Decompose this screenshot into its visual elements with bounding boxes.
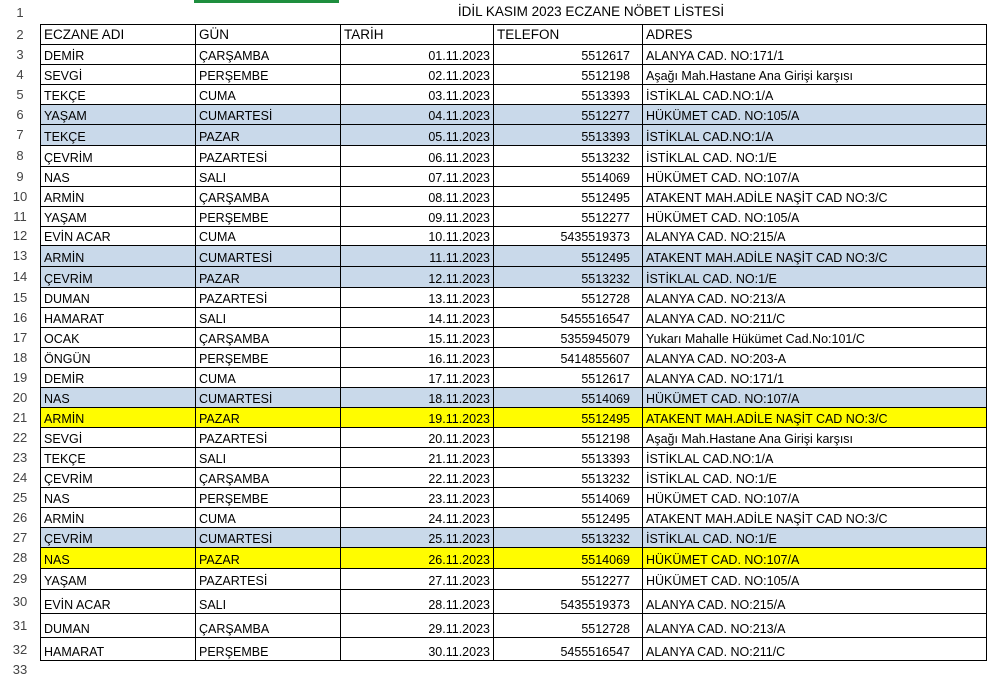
cell-tarih[interactable]: 08.11.2023 <box>340 186 493 206</box>
cell-tarih[interactable]: 13.11.2023 <box>340 287 493 307</box>
row-number[interactable]: 16 <box>0 307 40 327</box>
table-row <box>0 245 990 266</box>
cell-adres[interactable]: İSTİKLAL CAD.NO:1/A <box>642 124 987 145</box>
cell-eczane-adi[interactable]: TEKÇE <box>40 447 195 467</box>
cell-gun[interactable]: PERŞEMBE <box>195 637 340 661</box>
cell-adres[interactable]: ALANYA CAD. NO:211/C <box>642 637 987 661</box>
table-row <box>0 206 990 226</box>
cell-tarih[interactable]: 29.11.2023 <box>340 613 493 637</box>
table-row <box>0 467 990 487</box>
row-number[interactable]: 33 <box>0 662 40 676</box>
cell-gun[interactable]: PAZARTESİ <box>195 568 340 589</box>
table-row <box>0 367 990 387</box>
cell-eczane-adi[interactable]: ÇEVRİM <box>40 467 195 487</box>
cell-tarih[interactable]: 19.11.2023 <box>340 407 493 427</box>
table-row <box>0 527 990 547</box>
cell-adres[interactable]: ATAKENT MAH.ADİLE NAŞİT CAD NO:3/C <box>642 407 987 427</box>
table-row <box>0 44 990 64</box>
cell-tarih[interactable]: 07.11.2023 <box>340 166 493 186</box>
cell-telefon[interactable]: 5512198 <box>493 427 642 447</box>
cell-tarih[interactable]: 02.11.2023 <box>340 64 493 84</box>
cell-telefon[interactable]: 5512728 <box>493 613 642 637</box>
cell-tarih[interactable]: 23.11.2023 <box>340 487 493 507</box>
cell-eczane-adi[interactable]: DEMİR <box>40 367 195 387</box>
table-row <box>0 327 990 347</box>
table-row <box>0 347 990 367</box>
cell-tarih[interactable]: 28.11.2023 <box>340 589 493 613</box>
cell-adres[interactable]: İSTİKLAL CAD. NO:1/E <box>642 266 987 287</box>
cell-tarih[interactable]: 22.11.2023 <box>340 467 493 487</box>
header-tarih[interactable]: TARİH <box>340 24 493 44</box>
row-number[interactable]: 24 <box>0 467 40 487</box>
cell-eczane-adi[interactable]: HAMARAT <box>40 307 195 327</box>
cell-tarih[interactable]: 01.11.2023 <box>340 44 493 64</box>
cell-adres[interactable]: HÜKÜMET CAD. NO:107/A <box>642 387 987 407</box>
cell-telefon[interactable]: 5435519373 <box>493 226 642 245</box>
row-number[interactable]: 20 <box>0 387 40 407</box>
table-row <box>0 166 990 186</box>
row-number[interactable]: 15 <box>0 287 40 307</box>
row-number[interactable]: 26 <box>0 507 40 527</box>
cell-gun[interactable]: CUMA <box>195 507 340 527</box>
cell-telefon[interactable]: 5512277 <box>493 568 642 589</box>
cell-tarih[interactable]: 06.11.2023 <box>340 145 493 166</box>
cell-gun[interactable]: ÇARŞAMBA <box>195 44 340 64</box>
table-row <box>0 145 990 166</box>
table-row <box>0 287 990 307</box>
cell-gun[interactable]: PERŞEMBE <box>195 206 340 226</box>
cell-gun[interactable]: CUMARTESİ <box>195 245 340 266</box>
cell-eczane-adi[interactable]: YAŞAM <box>40 104 195 124</box>
cell-gun[interactable]: PAZAR <box>195 547 340 568</box>
cell-adres[interactable]: HÜKÜMET CAD. NO:107/A <box>642 487 987 507</box>
cell-telefon[interactable]: 5513393 <box>493 447 642 467</box>
table-row <box>0 226 990 245</box>
header-eczane-adi[interactable]: ECZANE ADI <box>40 24 195 44</box>
cell-gun[interactable]: SALI <box>195 447 340 467</box>
cell-adres[interactable]: ALANYA CAD. NO:213/A <box>642 613 987 637</box>
table-row <box>0 547 990 568</box>
cell-tarih[interactable]: 30.11.2023 <box>340 637 493 661</box>
cell-telefon[interactable]: 5513393 <box>493 84 642 104</box>
cell-telefon[interactable]: 5512495 <box>493 186 642 206</box>
cell-telefon[interactable]: 5455516547 <box>493 637 642 661</box>
cell-telefon[interactable]: 5514069 <box>493 166 642 186</box>
cell-gun[interactable]: ÇARŞAMBA <box>195 467 340 487</box>
table-row <box>0 407 990 427</box>
table-row <box>0 568 990 589</box>
cell-adres[interactable]: ALANYA CAD. NO:215/A <box>642 226 987 245</box>
cell-adres[interactable]: ALANYA CAD. NO:203-A <box>642 347 987 367</box>
title-row <box>0 0 990 24</box>
cell-gun[interactable]: PAZARTESİ <box>195 145 340 166</box>
cell-gun[interactable]: PERŞEMBE <box>195 487 340 507</box>
cell-telefon[interactable]: 5512277 <box>493 206 642 226</box>
row-number[interactable]: 14 <box>0 266 40 287</box>
cell-tarih[interactable]: 05.11.2023 <box>340 124 493 145</box>
cell-gun[interactable]: SALI <box>195 589 340 613</box>
row-number[interactable]: 12 <box>0 226 40 245</box>
cell-adres[interactable]: Aşağı Mah.Hastane Ana Girişi karşısı <box>642 427 987 447</box>
table-row <box>0 124 990 145</box>
cell-telefon[interactable]: 5512495 <box>493 407 642 427</box>
cell-telefon[interactable]: 5513232 <box>493 145 642 166</box>
row-number[interactable]: 18 <box>0 347 40 367</box>
cell-gun[interactable]: CUMA <box>195 367 340 387</box>
cell-adres[interactable]: HÜKÜMET CAD. NO:105/A <box>642 104 987 124</box>
cell-eczane-adi[interactable]: ÇEVRİM <box>40 266 195 287</box>
cell-tarih[interactable]: 14.11.2023 <box>340 307 493 327</box>
cell-gun[interactable]: PAZAR <box>195 407 340 427</box>
cell-adres[interactable]: İSTİKLAL CAD.NO:1/A <box>642 447 987 467</box>
table-row <box>0 104 990 124</box>
cell-eczane-adi[interactable]: OCAK <box>40 327 195 347</box>
header-row <box>0 24 990 44</box>
cell-telefon[interactable]: 5455516547 <box>493 307 642 327</box>
cell-telefon[interactable]: 5514069 <box>493 547 642 568</box>
cell-gun[interactable]: PAZAR <box>195 266 340 287</box>
table-row <box>0 387 990 407</box>
row-number[interactable]: 23 <box>0 447 40 467</box>
cell-telefon[interactable]: 5512495 <box>493 507 642 527</box>
table-row <box>0 186 990 206</box>
cell-telefon[interactable]: 5512728 <box>493 287 642 307</box>
row-number[interactable]: 13 <box>0 245 40 266</box>
cell-adres[interactable]: İSTİKLAL CAD. NO:1/E <box>642 527 987 547</box>
cell-adres[interactable]: Aşağı Mah.Hastane Ana Girişi karşısı <box>642 64 987 84</box>
cell-tarih[interactable]: 15.11.2023 <box>340 327 493 347</box>
cell-gun[interactable]: CUMARTESİ <box>195 387 340 407</box>
cell-eczane-adi[interactable]: NAS <box>40 487 195 507</box>
cell-eczane-adi[interactable]: ARMİN <box>40 407 195 427</box>
cell-tarih[interactable]: 27.11.2023 <box>340 568 493 589</box>
row-number[interactable]: 5 <box>0 84 40 104</box>
cell-telefon[interactable]: 5512617 <box>493 367 642 387</box>
table-row <box>0 447 990 467</box>
cell-eczane-adi[interactable]: DEMİR <box>40 44 195 64</box>
cell-tarih[interactable]: 03.11.2023 <box>340 84 493 104</box>
row-number[interactable]: 3 <box>0 44 40 64</box>
row-number[interactable]: 27 <box>0 527 40 547</box>
cell-eczane-adi[interactable]: ARMİN <box>40 245 195 266</box>
table-row <box>0 487 990 507</box>
cell-eczane-adi[interactable]: HAMARAT <box>40 637 195 661</box>
cell-eczane-adi[interactable]: DUMAN <box>40 287 195 307</box>
cell-tarih[interactable]: 26.11.2023 <box>340 547 493 568</box>
cell-gun[interactable]: ÇARŞAMBA <box>195 327 340 347</box>
cell-gun[interactable]: CUMA <box>195 226 340 245</box>
cell-tarih[interactable]: 11.11.2023 <box>340 245 493 266</box>
row-number[interactable]: 21 <box>0 407 40 427</box>
cell-adres[interactable]: ATAKENT MAH.ADİLE NAŞİT CAD NO:3/C <box>642 186 987 206</box>
header-adres[interactable]: ADRES <box>642 24 987 44</box>
cell-gun[interactable]: CUMARTESİ <box>195 527 340 547</box>
cell-gun[interactable]: PAZARTESİ <box>195 427 340 447</box>
cell-gun[interactable]: PERŞEMBE <box>195 347 340 367</box>
table-row <box>0 637 990 661</box>
cell-adres[interactable]: İSTİKLAL CAD. NO:1/E <box>642 467 987 487</box>
table-row <box>0 427 990 447</box>
cell-eczane-adi[interactable]: NAS <box>40 166 195 186</box>
cell-gun[interactable]: ÇARŞAMBA <box>195 186 340 206</box>
row-number[interactable]: 8 <box>0 145 40 166</box>
table-row <box>0 266 990 287</box>
sheet-title[interactable]: İDİL KASIM 2023 ECZANE NÖBET LİSTESİ <box>457 4 725 19</box>
cell-telefon[interactable]: 5512198 <box>493 64 642 84</box>
row-number[interactable]: 7 <box>0 124 40 145</box>
cell-telefon[interactable]: 5513232 <box>493 527 642 547</box>
cell-telefon[interactable]: 5514069 <box>493 487 642 507</box>
cell-telefon[interactable]: 5513232 <box>493 467 642 487</box>
table-row <box>0 589 990 613</box>
cell-telefon[interactable]: 5512495 <box>493 245 642 266</box>
cell-adres[interactable]: ATAKENT MAH.ADİLE NAŞİT CAD NO:3/C <box>642 245 987 266</box>
cell-tarih[interactable]: 18.11.2023 <box>340 387 493 407</box>
cell-adres[interactable]: ALANYA CAD. NO:171/1 <box>642 367 987 387</box>
cell-eczane-adi[interactable]: ÇEVRİM <box>40 527 195 547</box>
cell-tarih[interactable]: 21.11.2023 <box>340 447 493 467</box>
cell-gun[interactable]: ÇARŞAMBA <box>195 613 340 637</box>
header-gun[interactable]: GÜN <box>195 24 340 44</box>
cell-tarih[interactable]: 12.11.2023 <box>340 266 493 287</box>
cell-eczane-adi[interactable]: TEKÇE <box>40 84 195 104</box>
cell-telefon[interactable]: 5355945079 <box>493 327 642 347</box>
empty-row <box>0 662 990 676</box>
cell-gun[interactable]: PAZARTESİ <box>195 287 340 307</box>
row-number[interactable]: 1 <box>0 0 40 24</box>
cell-gun[interactable]: SALI <box>195 166 340 186</box>
row-number[interactable]: 19 <box>0 367 40 387</box>
row-number[interactable]: 9 <box>0 166 40 186</box>
cell-tarih[interactable]: 25.11.2023 <box>340 527 493 547</box>
cell-eczane-adi[interactable]: EVİN ACAR <box>40 226 195 245</box>
cell-eczane-adi[interactable]: ÇEVRİM <box>40 145 195 166</box>
cell-telefon[interactable]: 5513232 <box>493 266 642 287</box>
table-row <box>0 507 990 527</box>
cell-tarih[interactable]: 16.11.2023 <box>340 347 493 367</box>
table-row <box>0 307 990 327</box>
cell-adres[interactable]: HÜKÜMET CAD. NO:105/A <box>642 206 987 226</box>
cell-adres[interactable]: HÜKÜMET CAD. NO:105/A <box>642 568 987 589</box>
cell-gun[interactable]: SALI <box>195 307 340 327</box>
row-number[interactable]: 28 <box>0 547 40 568</box>
row-number[interactable]: 25 <box>0 487 40 507</box>
table-row <box>0 84 990 104</box>
header-telefon[interactable]: TELEFON <box>493 24 642 44</box>
cell-adres[interactable]: Yukarı Mahalle Hükümet Cad.No:101/C <box>642 327 987 347</box>
cell-eczane-adi[interactable]: NAS <box>40 547 195 568</box>
row-number[interactable]: 11 <box>0 206 40 226</box>
cell-adres[interactable]: HÜKÜMET CAD. NO:107/A <box>642 166 987 186</box>
row-number[interactable]: 31 <box>0 613 40 637</box>
cell-tarih[interactable]: 20.11.2023 <box>340 427 493 447</box>
row-number[interactable]: 22 <box>0 427 40 447</box>
cell-eczane-adi[interactable]: ARMİN <box>40 507 195 527</box>
cell-eczane-adi[interactable]: ARMİN <box>40 186 195 206</box>
cell-telefon[interactable]: 5414855607 <box>493 347 642 367</box>
cell-eczane-adi[interactable]: ÖNGÜN <box>40 347 195 367</box>
table-row <box>0 64 990 84</box>
cell-telefon[interactable]: 5512617 <box>493 44 642 64</box>
cell-adres[interactable]: ALANYA CAD. NO:215/A <box>642 589 987 613</box>
row-number[interactable]: 29 <box>0 568 40 589</box>
row-number[interactable]: 2 <box>0 24 40 44</box>
cell-adres[interactable]: ATAKENT MAH.ADİLE NAŞİT CAD NO:3/C <box>642 507 987 527</box>
row-number[interactable]: 32 <box>0 637 40 661</box>
cell-eczane-adi[interactable]: YAŞAM <box>40 206 195 226</box>
cell-eczane-adi[interactable]: TEKÇE <box>40 124 195 145</box>
cell-adres[interactable]: ALANYA CAD. NO:211/C <box>642 307 987 327</box>
cell-tarih[interactable]: 24.11.2023 <box>340 507 493 527</box>
cell-eczane-adi[interactable]: EVİN ACAR <box>40 589 195 613</box>
table-row <box>0 613 990 637</box>
row-number[interactable]: 10 <box>0 186 40 206</box>
cell-eczane-adi[interactable]: NAS <box>40 387 195 407</box>
cell-eczane-adi[interactable]: SEVGİ <box>40 427 195 447</box>
cell-eczane-adi[interactable]: SEVGİ <box>40 64 195 84</box>
cell-tarih[interactable]: 17.11.2023 <box>340 367 493 387</box>
cell-telefon[interactable]: 5512277 <box>493 104 642 124</box>
cell-tarih[interactable]: 09.11.2023 <box>340 206 493 226</box>
cell-telefon[interactable]: 5514069 <box>493 387 642 407</box>
cell-tarih[interactable]: 10.11.2023 <box>340 226 493 245</box>
row-number[interactable]: 6 <box>0 104 40 124</box>
cell-gun[interactable]: PERŞEMBE <box>195 64 340 84</box>
cell-adres[interactable]: HÜKÜMET CAD. NO:107/A <box>642 547 987 568</box>
cell-eczane-adi[interactable]: YAŞAM <box>40 568 195 589</box>
cell-adres[interactable]: İSTİKLAL CAD.NO:1/A <box>642 84 987 104</box>
cell-telefon[interactable]: 5435519373 <box>493 589 642 613</box>
cell-gun[interactable]: CUMARTESİ <box>195 104 340 124</box>
cell-adres[interactable]: ALANYA CAD. NO:171/1 <box>642 44 987 64</box>
row-number[interactable]: 4 <box>0 64 40 84</box>
cell-tarih[interactable]: 04.11.2023 <box>340 104 493 124</box>
cell-gun[interactable]: PAZAR <box>195 124 340 145</box>
cell-eczane-adi[interactable]: DUMAN <box>40 613 195 637</box>
cell-adres[interactable]: ALANYA CAD. NO:213/A <box>642 287 987 307</box>
cell-telefon[interactable]: 5513393 <box>493 124 642 145</box>
cell-adres[interactable]: İSTİKLAL CAD. NO:1/E <box>642 145 987 166</box>
row-number[interactable]: 17 <box>0 327 40 347</box>
row-number[interactable]: 30 <box>0 589 40 613</box>
cell-gun[interactable]: CUMA <box>195 84 340 104</box>
